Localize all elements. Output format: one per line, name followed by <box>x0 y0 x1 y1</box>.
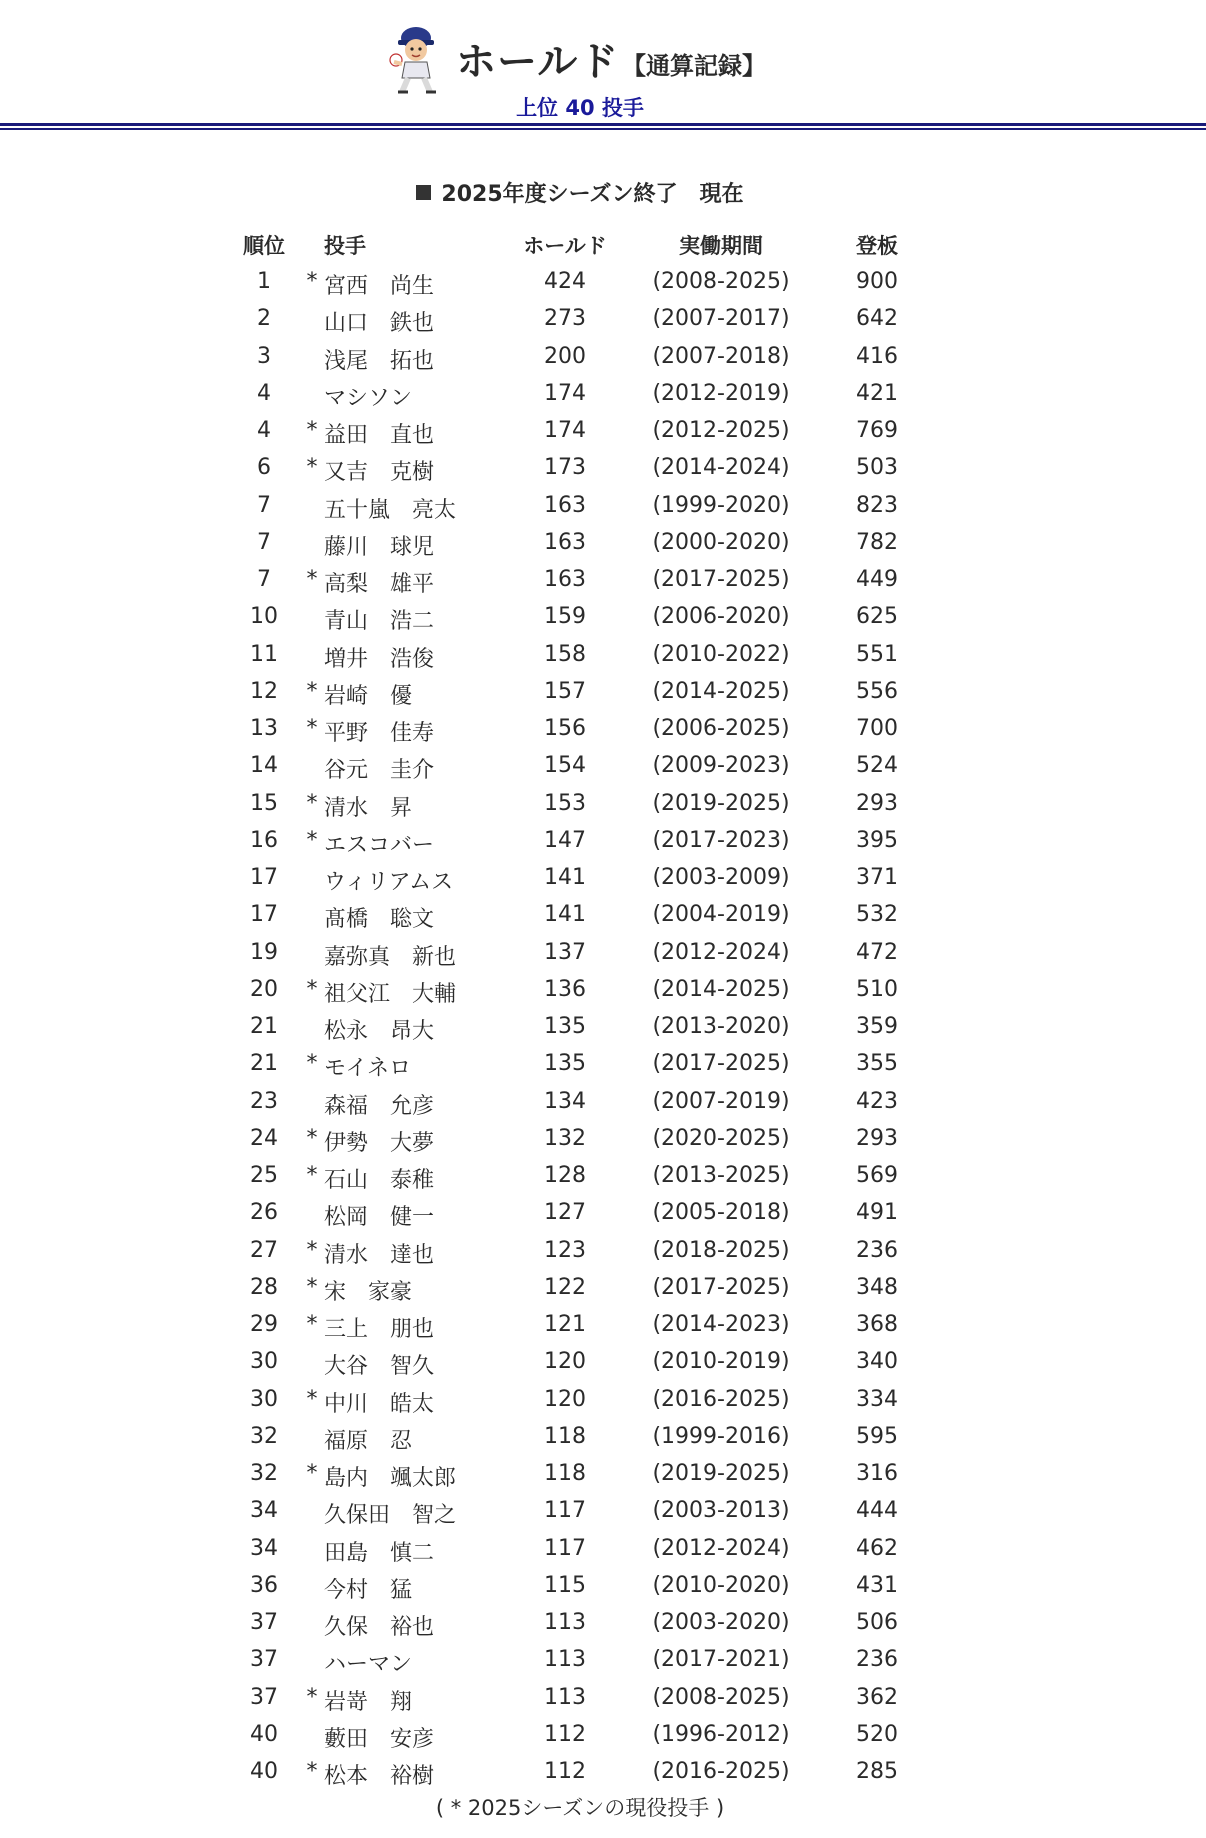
period-cell: (2010-2019) <box>652 1349 790 1375</box>
pitcher-mascot-icon <box>388 22 444 94</box>
holds-cell: 127 <box>544 1200 586 1226</box>
table-row <box>0 1085 1206 1122</box>
footnote: ( * 2025シーズンの現役投手 ) <box>435 1796 725 1820</box>
active-marker: * <box>306 269 318 294</box>
pitcher-name: 久保 裕也 <box>324 1615 435 1640</box>
period-cell: (2018-2025) <box>652 1237 790 1263</box>
period-cell: (2014-2023) <box>652 1312 790 1337</box>
active-marker: * <box>306 827 318 853</box>
table-row <box>0 1271 1206 1308</box>
table-row <box>0 1457 1206 1494</box>
period-cell: (2003-2013) <box>652 1498 790 1524</box>
period-cell: (2016-2025) <box>652 1386 790 1412</box>
games-cell: 285 <box>856 1759 898 1784</box>
holds-cell: 120 <box>544 1349 586 1375</box>
season-heading <box>0 177 1160 208</box>
table-row <box>0 526 1206 563</box>
active-marker: * <box>306 678 318 704</box>
period-cell: (2005-2018) <box>652 1200 790 1226</box>
holds-cell: 132 <box>544 1125 586 1151</box>
pitcher-name: マシソン <box>324 385 413 411</box>
rank-cell: 20 <box>250 976 278 1002</box>
holds-cell: 120 <box>544 1386 586 1412</box>
period-cell: (2014-2024) <box>652 455 790 481</box>
rank-cell: 1 <box>257 269 271 294</box>
active-marker: * <box>306 1237 318 1263</box>
rank-cell: 7 <box>257 567 271 592</box>
rank-cell: 4 <box>257 418 271 443</box>
page-header <box>0 0 1206 130</box>
period-cell: (2008-2025) <box>652 1684 790 1710</box>
table-row <box>0 600 1206 637</box>
rank-cell: 10 <box>250 604 278 630</box>
games-cell: 371 <box>856 865 898 890</box>
period-cell: (2007-2017) <box>652 306 790 332</box>
holds-cell: 157 <box>544 678 586 704</box>
period-cell: (2013-2025) <box>652 1163 790 1188</box>
pitcher-name: 田島 慎二 <box>324 1540 435 1566</box>
period-cell: (1999-2016) <box>652 1423 790 1449</box>
pitcher-name: 伊勢 大夢 <box>324 1130 435 1156</box>
pitcher-name: 祖父江 大輔 <box>324 981 457 1007</box>
pitcher-name: 益田 直也 <box>324 423 435 448</box>
period-cell: (2016-2025) <box>652 1759 790 1784</box>
games-cell: 524 <box>856 753 898 779</box>
rank-cell: 32 <box>250 1423 278 1449</box>
pitcher-name: 久保田 智之 <box>324 1503 457 1529</box>
pitcher-name: 嘉弥真 新也 <box>324 944 457 970</box>
holds-cell: 118 <box>544 1461 586 1486</box>
games-cell: 416 <box>856 343 898 369</box>
rank-cell: 34 <box>250 1498 278 1524</box>
rank-cell: 40 <box>250 1759 278 1784</box>
table-row <box>0 1010 1206 1047</box>
table-row <box>0 1718 1206 1755</box>
table-header <box>0 230 1206 260</box>
pitcher-name: モイネロ <box>324 1056 412 1082</box>
period-cell: (2020-2025) <box>652 1125 790 1151</box>
holds-cell: 117 <box>544 1498 586 1524</box>
pitcher-name: 藤川 球児 <box>324 534 435 560</box>
rank-cell: 36 <box>250 1572 278 1598</box>
rank-cell: 11 <box>250 641 278 667</box>
holds-cell: 113 <box>544 1684 586 1710</box>
header-divider-top <box>0 123 1206 126</box>
pitcher-name: 又吉 克樹 <box>324 460 435 486</box>
rank-cell: 32 <box>250 1461 278 1486</box>
games-cell: 769 <box>856 418 898 443</box>
period-cell: (2008-2025) <box>652 269 790 294</box>
games-cell: 782 <box>856 529 898 555</box>
rank-cell: 24 <box>250 1125 278 1151</box>
rank-cell: 30 <box>250 1386 278 1412</box>
column-header-period: 実働期間 <box>679 234 763 258</box>
rank-cell: 12 <box>250 678 278 704</box>
rank-cell: 21 <box>250 1051 278 1077</box>
active-marker: * <box>306 1312 318 1337</box>
table-row <box>0 1494 1206 1531</box>
holds-cell: 121 <box>544 1312 586 1337</box>
active-marker: * <box>306 1274 318 1300</box>
period-cell: (2019-2025) <box>652 1461 790 1486</box>
pitcher-name: 松岡 健一 <box>324 1205 435 1231</box>
column-header-games: 登板 <box>856 234 898 258</box>
table-row <box>0 787 1206 824</box>
pitcher-name: 岩嵜 翔 <box>324 1689 413 1715</box>
active-marker: * <box>306 455 318 481</box>
holds-cell: 158 <box>544 641 586 667</box>
games-cell: 625 <box>856 604 898 630</box>
rank-cell: 4 <box>257 380 271 406</box>
rank-cell: 2 <box>257 306 271 332</box>
period-cell: (2014-2025) <box>652 678 790 704</box>
pitcher-name: 三上 朋也 <box>324 1317 435 1342</box>
games-cell: 355 <box>856 1051 898 1077</box>
rank-cell: 14 <box>250 753 278 779</box>
table-row <box>0 1420 1206 1457</box>
games-cell: 569 <box>856 1163 898 1188</box>
games-cell: 462 <box>856 1535 898 1561</box>
games-cell: 340 <box>856 1349 898 1375</box>
period-cell: (2007-2018) <box>652 343 790 369</box>
period-cell: (2019-2025) <box>652 790 790 816</box>
games-cell: 823 <box>856 492 898 518</box>
season-label: 2025年度シーズン終了 現在 <box>441 182 744 207</box>
rank-cell: 37 <box>250 1647 278 1673</box>
holds-cell: 273 <box>544 306 586 332</box>
active-marker: * <box>306 1386 318 1412</box>
pitcher-name: 石山 泰稚 <box>324 1168 435 1193</box>
period-cell: (2006-2025) <box>652 716 790 741</box>
rank-cell: 13 <box>250 716 278 741</box>
table-row <box>0 1308 1206 1345</box>
active-marker: * <box>306 1051 318 1077</box>
rank-cell: 37 <box>250 1684 278 1710</box>
holds-cell: 153 <box>544 790 586 816</box>
pitcher-name: 高梨 雄平 <box>324 572 435 597</box>
pitcher-name: 谷元 圭介 <box>324 758 435 784</box>
active-marker: * <box>306 1759 318 1784</box>
rank-cell: 3 <box>257 343 271 369</box>
table-row <box>0 265 1206 302</box>
table-row <box>0 1196 1206 1233</box>
page-title: ホールド <box>456 39 620 85</box>
rank-cell: 29 <box>250 1312 278 1337</box>
period-cell: (2012-2024) <box>652 939 790 965</box>
rank-cell: 37 <box>250 1610 278 1635</box>
rank-cell: 30 <box>250 1349 278 1375</box>
period-cell: (2017-2025) <box>652 1051 790 1077</box>
holds-cell: 141 <box>544 902 586 928</box>
table-row <box>0 1234 1206 1271</box>
table-row <box>0 638 1206 675</box>
period-cell: (1996-2012) <box>652 1721 790 1747</box>
holds-cell: 115 <box>544 1572 586 1598</box>
holds-cell: 134 <box>544 1088 586 1114</box>
games-cell: 362 <box>856 1684 898 1710</box>
holds-cell: 147 <box>544 827 586 853</box>
active-marker: * <box>306 976 318 1002</box>
table-row <box>0 302 1206 339</box>
period-cell: (2012-2019) <box>652 380 790 406</box>
table-row <box>0 861 1206 898</box>
rank-cell: 17 <box>250 902 278 928</box>
table-row <box>0 1383 1206 1420</box>
holds-cell: 135 <box>544 1014 586 1039</box>
active-marker: * <box>306 790 318 816</box>
period-cell: (2003-2009) <box>652 865 790 890</box>
table-row <box>0 340 1206 377</box>
holds-cell: 174 <box>544 418 586 443</box>
holds-cell: 135 <box>544 1051 586 1077</box>
holds-cell: 118 <box>544 1423 586 1449</box>
games-cell: 900 <box>856 269 898 294</box>
active-marker: * <box>306 1125 318 1151</box>
table-row <box>0 1532 1206 1569</box>
games-cell: 423 <box>856 1088 898 1114</box>
rank-cell: 6 <box>257 455 271 481</box>
games-cell: 520 <box>856 1721 898 1747</box>
pitcher-name: 青山 浩二 <box>324 609 435 635</box>
holds-cell: 159 <box>544 604 586 630</box>
games-cell: 316 <box>856 1461 898 1486</box>
table-row <box>0 1159 1206 1196</box>
rank-cell: 40 <box>250 1721 278 1747</box>
active-marker: * <box>306 418 318 443</box>
games-cell: 395 <box>856 827 898 853</box>
pitcher-name: 中川 皓太 <box>324 1391 435 1417</box>
holds-cell: 128 <box>544 1163 586 1188</box>
holds-cell: 154 <box>544 753 586 779</box>
games-cell: 293 <box>856 790 898 816</box>
table-row <box>0 675 1206 712</box>
period-cell: (2017-2025) <box>652 1274 790 1300</box>
pitcher-name: 髙橋 聡文 <box>324 907 435 933</box>
pitcher-name: 浅尾 拓也 <box>324 348 435 374</box>
holds-cell: 173 <box>544 455 586 481</box>
rank-cell: 28 <box>250 1274 278 1300</box>
games-cell: 421 <box>856 380 898 406</box>
table-row <box>0 712 1206 749</box>
holds-cell: 163 <box>544 567 586 592</box>
rank-cell: 7 <box>257 529 271 555</box>
table-row <box>0 1345 1206 1382</box>
table-row <box>0 1755 1206 1792</box>
rank-cell: 27 <box>250 1237 278 1263</box>
games-cell: 449 <box>856 567 898 592</box>
active-marker: * <box>306 1461 318 1486</box>
pitcher-name: 福原 忍 <box>324 1428 413 1454</box>
pitcher-name: 清水 達也 <box>324 1242 435 1268</box>
games-cell: 236 <box>856 1647 898 1673</box>
games-cell: 431 <box>856 1572 898 1598</box>
table-row <box>0 1606 1206 1643</box>
holds-cell: 424 <box>544 269 586 294</box>
active-marker: * <box>306 1163 318 1188</box>
games-cell: 532 <box>856 902 898 928</box>
pitcher-name: 清水 昇 <box>324 795 413 821</box>
period-cell: (2013-2020) <box>652 1014 790 1039</box>
games-cell: 595 <box>856 1423 898 1449</box>
period-cell: (2012-2025) <box>652 418 790 443</box>
table-row <box>0 824 1206 861</box>
games-cell: 510 <box>856 976 898 1002</box>
table-row <box>0 451 1206 488</box>
games-cell: 506 <box>856 1610 898 1635</box>
pitcher-name: エスコバー <box>324 832 435 858</box>
pitcher-name: 島内 颯太郎 <box>324 1466 457 1491</box>
rank-cell: 7 <box>257 492 271 518</box>
table-row <box>0 489 1206 526</box>
table-row <box>0 1643 1206 1680</box>
pitcher-name: 宮西 尚生 <box>324 274 435 299</box>
pitcher-name: 松永 昂大 <box>324 1019 435 1044</box>
period-cell: (2009-2023) <box>652 753 790 779</box>
holds-cell: 163 <box>544 529 586 555</box>
column-header-pitcher: 投手 <box>324 234 366 258</box>
games-cell: 334 <box>856 1386 898 1412</box>
games-cell: 700 <box>856 716 898 741</box>
table-row <box>0 377 1206 414</box>
table-row <box>0 973 1206 1010</box>
holds-cell: 174 <box>544 380 586 406</box>
ranking-table-body <box>0 265 1206 1792</box>
holds-cell: 113 <box>544 1647 586 1673</box>
pitcher-name: ハーマン <box>324 1652 413 1678</box>
games-cell: 348 <box>856 1274 898 1300</box>
period-cell: (2007-2019) <box>652 1088 790 1114</box>
holds-cell: 123 <box>544 1237 586 1263</box>
holds-cell: 163 <box>544 492 586 518</box>
pitcher-name: 大谷 智久 <box>324 1354 435 1380</box>
period-cell: (2017-2021) <box>652 1647 790 1673</box>
holds-cell: 117 <box>544 1535 586 1561</box>
games-cell: 359 <box>856 1014 898 1039</box>
rank-cell: 25 <box>250 1163 278 1188</box>
games-cell: 642 <box>856 306 898 332</box>
table-row <box>0 414 1206 451</box>
period-cell: (1999-2020) <box>652 492 790 518</box>
rank-cell: 34 <box>250 1535 278 1561</box>
period-cell: (2014-2025) <box>652 976 790 1002</box>
games-cell: 368 <box>856 1312 898 1337</box>
column-header-holds: ホールド <box>523 234 607 258</box>
games-cell: 503 <box>856 455 898 481</box>
table-row <box>0 749 1206 786</box>
table-row <box>0 563 1206 600</box>
pitcher-name: 平野 佳寿 <box>324 721 435 746</box>
pitcher-name: 宋 家豪 <box>324 1279 413 1305</box>
period-cell: (2000-2020) <box>652 529 790 555</box>
table-row <box>0 1569 1206 1606</box>
rank-cell: 19 <box>250 939 278 965</box>
holds-cell: 141 <box>544 865 586 890</box>
holds-cell: 200 <box>544 343 586 369</box>
pitcher-name: 松本 裕樹 <box>324 1764 435 1789</box>
table-row <box>0 1047 1206 1084</box>
period-cell: (2017-2025) <box>652 567 790 592</box>
pitcher-name: 五十嵐 亮太 <box>324 497 457 523</box>
holds-cell: 137 <box>544 939 586 965</box>
table-row <box>0 1681 1206 1718</box>
games-cell: 556 <box>856 678 898 704</box>
rank-cell: 26 <box>250 1200 278 1226</box>
holds-cell: 136 <box>544 976 586 1002</box>
period-cell: (2006-2020) <box>652 604 790 630</box>
rank-cell: 17 <box>250 865 278 890</box>
pitcher-name: 今村 猛 <box>324 1577 413 1603</box>
period-cell: (2012-2024) <box>652 1535 790 1561</box>
holds-cell: 156 <box>544 716 586 741</box>
square-bullet-icon <box>416 185 431 200</box>
holds-cell: 112 <box>544 1721 586 1747</box>
active-marker: * <box>306 567 318 592</box>
page-subtitle: 上位 40 投手 <box>516 96 644 120</box>
page-title-bracket: 【通算記録】 <box>622 52 766 80</box>
pitcher-name: 岩崎 優 <box>324 683 413 709</box>
pitcher-name: 藪田 安彦 <box>324 1726 435 1752</box>
pitcher-name: ウィリアムス <box>324 870 454 895</box>
games-cell: 551 <box>856 641 898 667</box>
pitcher-name: 増井 浩俊 <box>324 646 435 672</box>
games-cell: 236 <box>856 1237 898 1263</box>
header-divider-bottom <box>0 128 1206 130</box>
rank-cell: 23 <box>250 1088 278 1114</box>
table-row <box>0 1122 1206 1159</box>
pitcher-name: 山口 鉄也 <box>324 311 435 337</box>
rank-cell: 16 <box>250 827 278 853</box>
games-cell: 472 <box>856 939 898 965</box>
games-cell: 293 <box>856 1125 898 1151</box>
period-cell: (2004-2019) <box>652 902 790 928</box>
pitcher-name: 森福 允彦 <box>324 1093 435 1119</box>
column-header-rank: 順位 <box>243 234 285 258</box>
games-cell: 491 <box>856 1200 898 1226</box>
period-cell: (2017-2023) <box>652 827 790 853</box>
active-marker: * <box>306 716 318 741</box>
holds-cell: 113 <box>544 1610 586 1635</box>
active-marker: * <box>306 1684 318 1710</box>
period-cell: (2010-2022) <box>652 641 790 667</box>
period-cell: (2010-2020) <box>652 1572 790 1598</box>
holds-cell: 112 <box>544 1759 586 1784</box>
rank-cell: 15 <box>250 790 278 816</box>
games-cell: 444 <box>856 1498 898 1524</box>
period-cell: (2003-2020) <box>652 1610 790 1635</box>
rank-cell: 21 <box>250 1014 278 1039</box>
table-row <box>0 936 1206 973</box>
table-row <box>0 898 1206 935</box>
holds-cell: 122 <box>544 1274 586 1300</box>
